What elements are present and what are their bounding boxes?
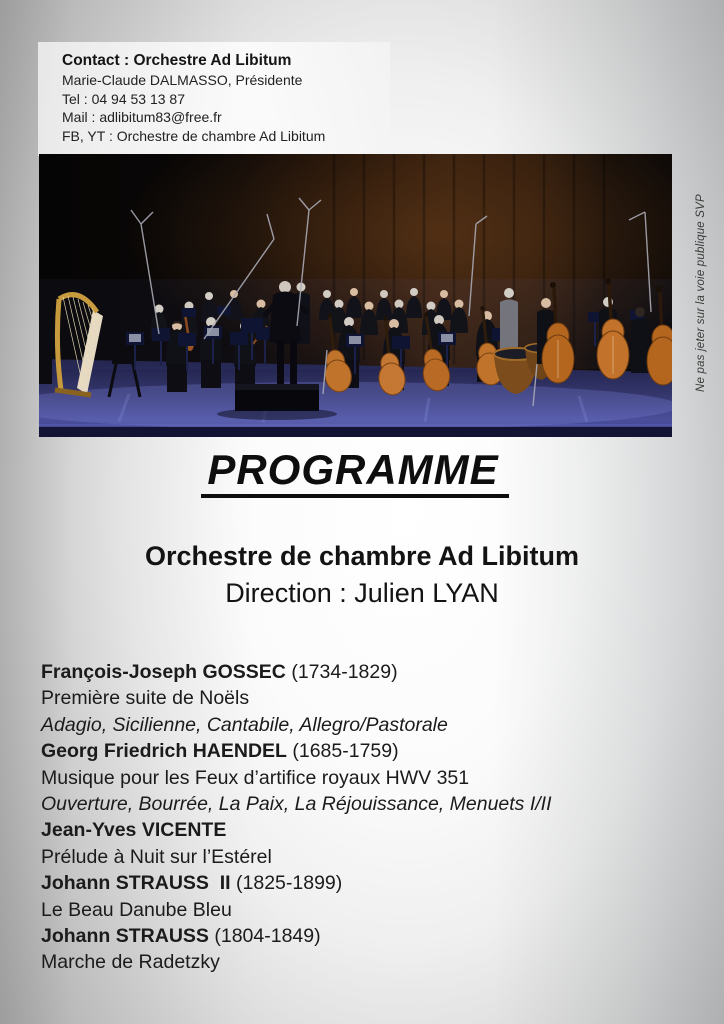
- piece-title-line: Prélude à Nuit sur l’Estérel: [41, 845, 272, 868]
- composer-dates: (1734-1829): [285, 661, 398, 683]
- composer-name: Jean-Yves VICENTE: [41, 819, 227, 842]
- orchestra-name: Orchestre de chambre Ad Libitum: [144, 541, 580, 571]
- contact-president-line: Marie-Claude DALMASSO, Présidente: [62, 72, 303, 88]
- side-note-vertical: Ne pas jeter sur la voie publique SVP: [695, 194, 707, 392]
- composer-name: François-Joseph GOSSEC: [41, 661, 286, 683]
- composer-name: Johann STRAUSS: [41, 925, 209, 948]
- contact-email-line: Mail : adlibitum83@free.fr: [62, 109, 222, 126]
- composer-dates: (1685-1759): [286, 740, 399, 763]
- programme-line: [41, 870, 681, 896]
- composer-name: Johann STRAUSS II: [41, 872, 231, 895]
- programme-list: [41, 659, 681, 976]
- stage-photo-illustration: [39, 154, 672, 437]
- title-wrap: [0, 447, 724, 498]
- piece-title-line: Marche de Radetzky: [41, 951, 220, 974]
- contact-social-line: FB, YT : Orchestre de chambre Ad Libitum: [62, 127, 326, 144]
- composer-name: Georg Friedrich HAENDEL: [41, 740, 287, 763]
- piece-title-line: Le Beau Danube Bleu: [41, 898, 232, 921]
- contact-title: Contact : Orchestre Ad Libitum: [62, 52, 292, 69]
- contact-phone-line: Tel : 04 94 53 13 87: [62, 90, 185, 107]
- composer-dates: (1804-1849): [208, 925, 321, 948]
- contact-box: [38, 42, 390, 156]
- page-title: PROGRAMME: [201, 447, 508, 498]
- piece-title-line: Première suite de Noëls: [41, 687, 250, 710]
- movements-line: Ouverture, Bourrée, La Paix, La Réjouissance, Menuets I/II: [41, 793, 552, 816]
- programme-line: [41, 817, 681, 843]
- composer-dates: (1825-1899): [230, 872, 343, 895]
- movements-line: Adagio, Sicilienne, Cantabile, Allegro/Pastorale: [41, 713, 448, 736]
- programme-line: [41, 738, 681, 764]
- orchestra-stage-photo: [39, 154, 672, 437]
- programme-line: [41, 659, 681, 685]
- direction-line: Direction : Julien LYAN: [225, 578, 499, 608]
- piece-title-line: Musique pour les Feux d’artifice royaux HWV 351: [41, 766, 470, 789]
- heading-wrap: [0, 538, 724, 612]
- programme-line: [41, 923, 681, 949]
